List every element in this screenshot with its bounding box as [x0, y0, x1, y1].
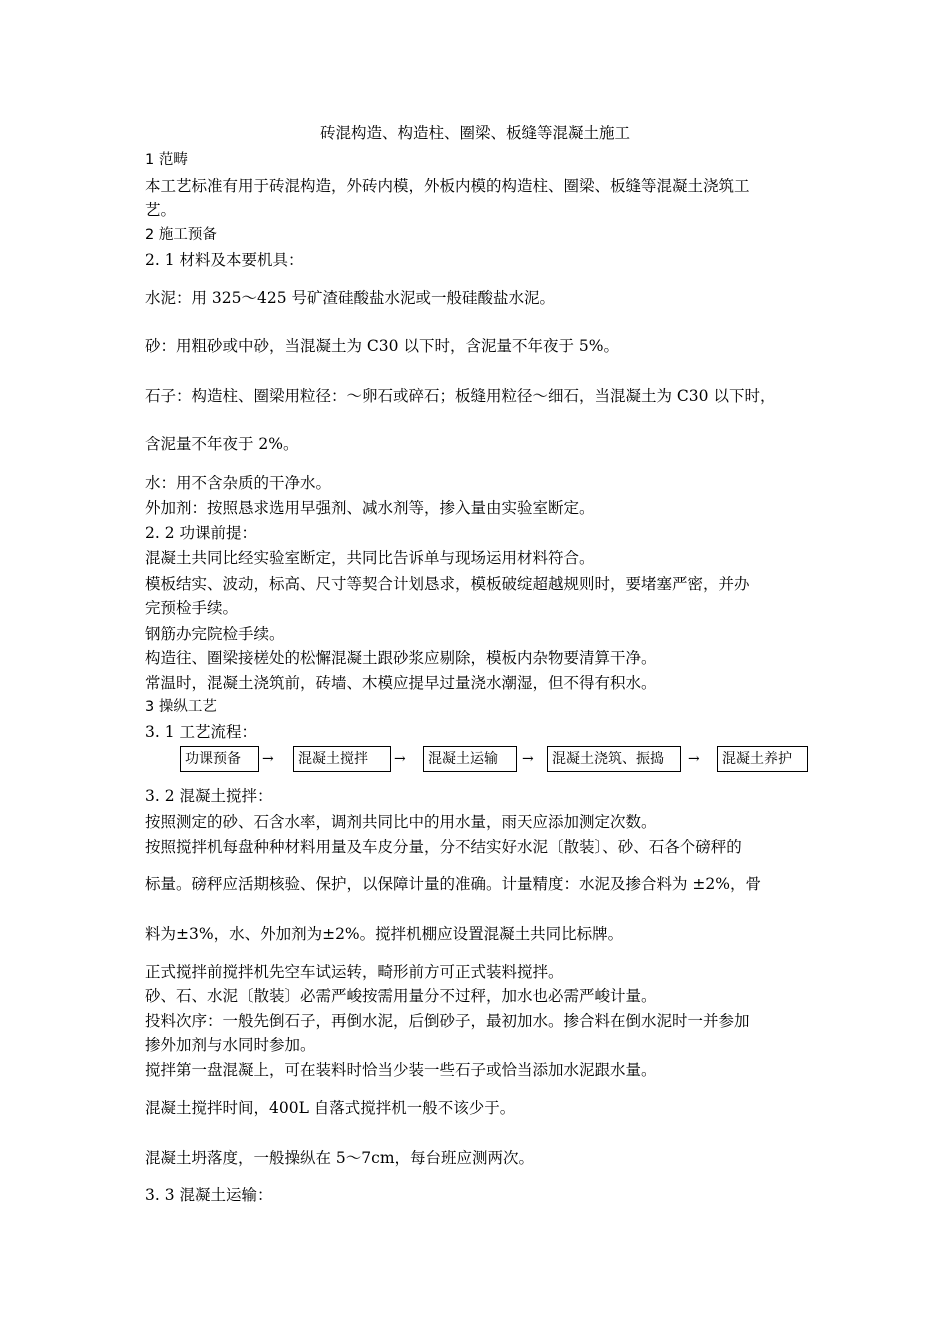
- paragraph: 料为±3%，水、外加剂为±2%。搅拌机棚应设置混凝土共同比标牌。: [145, 925, 624, 943]
- section-1-heading: 1 范畴: [145, 152, 188, 168]
- paragraph: 混凝土搅拌时间，400L 自落式搅拌机一般不该少于。: [145, 1099, 516, 1117]
- flow-step: 混凝土养护: [717, 746, 808, 772]
- paragraph: 标量。磅秤应活期核验、保护，以保障计量的准确。计量精度：水泥及掺合料为 ±2%，骨: [145, 875, 762, 893]
- paragraph: 混凝土坍落度，一般操纵在 5～7cm，每台班应测两次。: [145, 1149, 535, 1167]
- paragraph: 构造往、圈梁接槎处的松懈混凝土跟砂浆应剔除，模板内杂物要清算干净。: [145, 649, 657, 667]
- subsection-3-2-heading: 3. 2 混凝土搅拌：: [145, 787, 273, 805]
- paragraph: 水：用不含杂质的干净水。: [145, 474, 332, 492]
- paragraph: 外加剂：按照恳求选用早强剂、减水剂等，掺入量由实验室断定。: [145, 499, 595, 517]
- paragraph: 常温时，混凝土浇筑前，砖墙、木模应提早过量浇水潮湿，但不得有积水。: [145, 674, 657, 692]
- paragraph: 完预检手续。: [145, 599, 239, 617]
- flow-arrow-icon: →: [394, 751, 406, 767]
- section-3-heading: 3 操纵工艺: [145, 699, 217, 715]
- paragraph: 本工艺标准有用于砖混构造，外砖内模，外板内模的构造柱、圈梁、板缝等混凝土浇筑工: [145, 177, 750, 195]
- subsection-2-1-heading: 2. 1 材料及本要机具：: [145, 251, 304, 269]
- paragraph: 钢筋办完院检手续。: [145, 625, 285, 643]
- subsection-2-2-heading: 2. 2 功课前提：: [145, 524, 258, 542]
- paragraph: 搅拌第一盘混凝上，可在装料时恰当少装一些石子或恰当添加水泥跟水量。: [145, 1061, 657, 1079]
- flow-step: 功课预备: [180, 746, 259, 772]
- flow-arrow-icon: →: [522, 751, 534, 767]
- flow-arrow-icon: →: [262, 751, 274, 767]
- paragraph: 按照测定的砂、石含水率，调剂共同比中的用水量，雨天应添加测定次数。: [145, 813, 657, 831]
- paragraph: 掺外加剂与水同时参加。: [145, 1036, 316, 1054]
- paragraph: 砂、石、水泥〔散装〕必需严峻按需用量分不过秤，加水也必需严峻计量。: [145, 987, 657, 1005]
- subsection-3-3-heading: 3. 3 混凝土运输：: [145, 1186, 273, 1204]
- flow-step: 混凝土搅拌: [293, 746, 391, 772]
- paragraph: 砂：用粗砂或中砂，当混凝土为 C30 以下时，含泥量不年夜于 5%。: [145, 337, 619, 355]
- flow-step: 混凝土浇筑、振捣: [547, 746, 681, 772]
- page-title: 砖混构造、构造柱、圈梁、板缝等混凝土施工: [319, 124, 630, 142]
- paragraph: 水泥：用 325～425 号矿渣硅酸盐水泥或一般硅酸盐水泥。: [145, 289, 556, 307]
- paragraph: 混凝土共同比经实验室断定，共同比告诉单与现场运用材料符合。: [145, 549, 595, 567]
- paragraph: 模板结实、波动，标高、尺寸等契合计划恳求，模板破绽超越规则时，要堵塞严密，并办: [145, 575, 750, 593]
- paragraph: 石子：构造柱、圈梁用粒径：～卵石或碎石；板缝用粒径～细石，当混凝土为 C30 以下时，: [145, 387, 776, 405]
- paragraph: 投料次序：一般先倒石子，再倒水泥，后倒砂子，最初加水。掺合料在倒水泥时一并参加: [145, 1012, 750, 1030]
- paragraph: 含泥量不年夜于 2%。: [145, 435, 299, 453]
- paragraph: 正式搅拌前搅拌机先空车试运转，畸形前方可正式装料搅拌。: [145, 963, 564, 981]
- subsection-3-1-heading: 3. 1 工艺流程：: [145, 723, 258, 741]
- section-2-heading: 2 施工预备: [145, 227, 217, 243]
- flow-arrow-icon: →: [688, 751, 700, 767]
- flow-step: 混凝土运输: [423, 746, 517, 772]
- paragraph: 按照搅拌机每盘种种材料用量及车皮分量，分不结实好水泥〔散装〕、砂、石各个磅秤的: [145, 838, 742, 856]
- process-flow-diagram: [180, 746, 810, 774]
- paragraph: 艺。: [145, 201, 177, 219]
